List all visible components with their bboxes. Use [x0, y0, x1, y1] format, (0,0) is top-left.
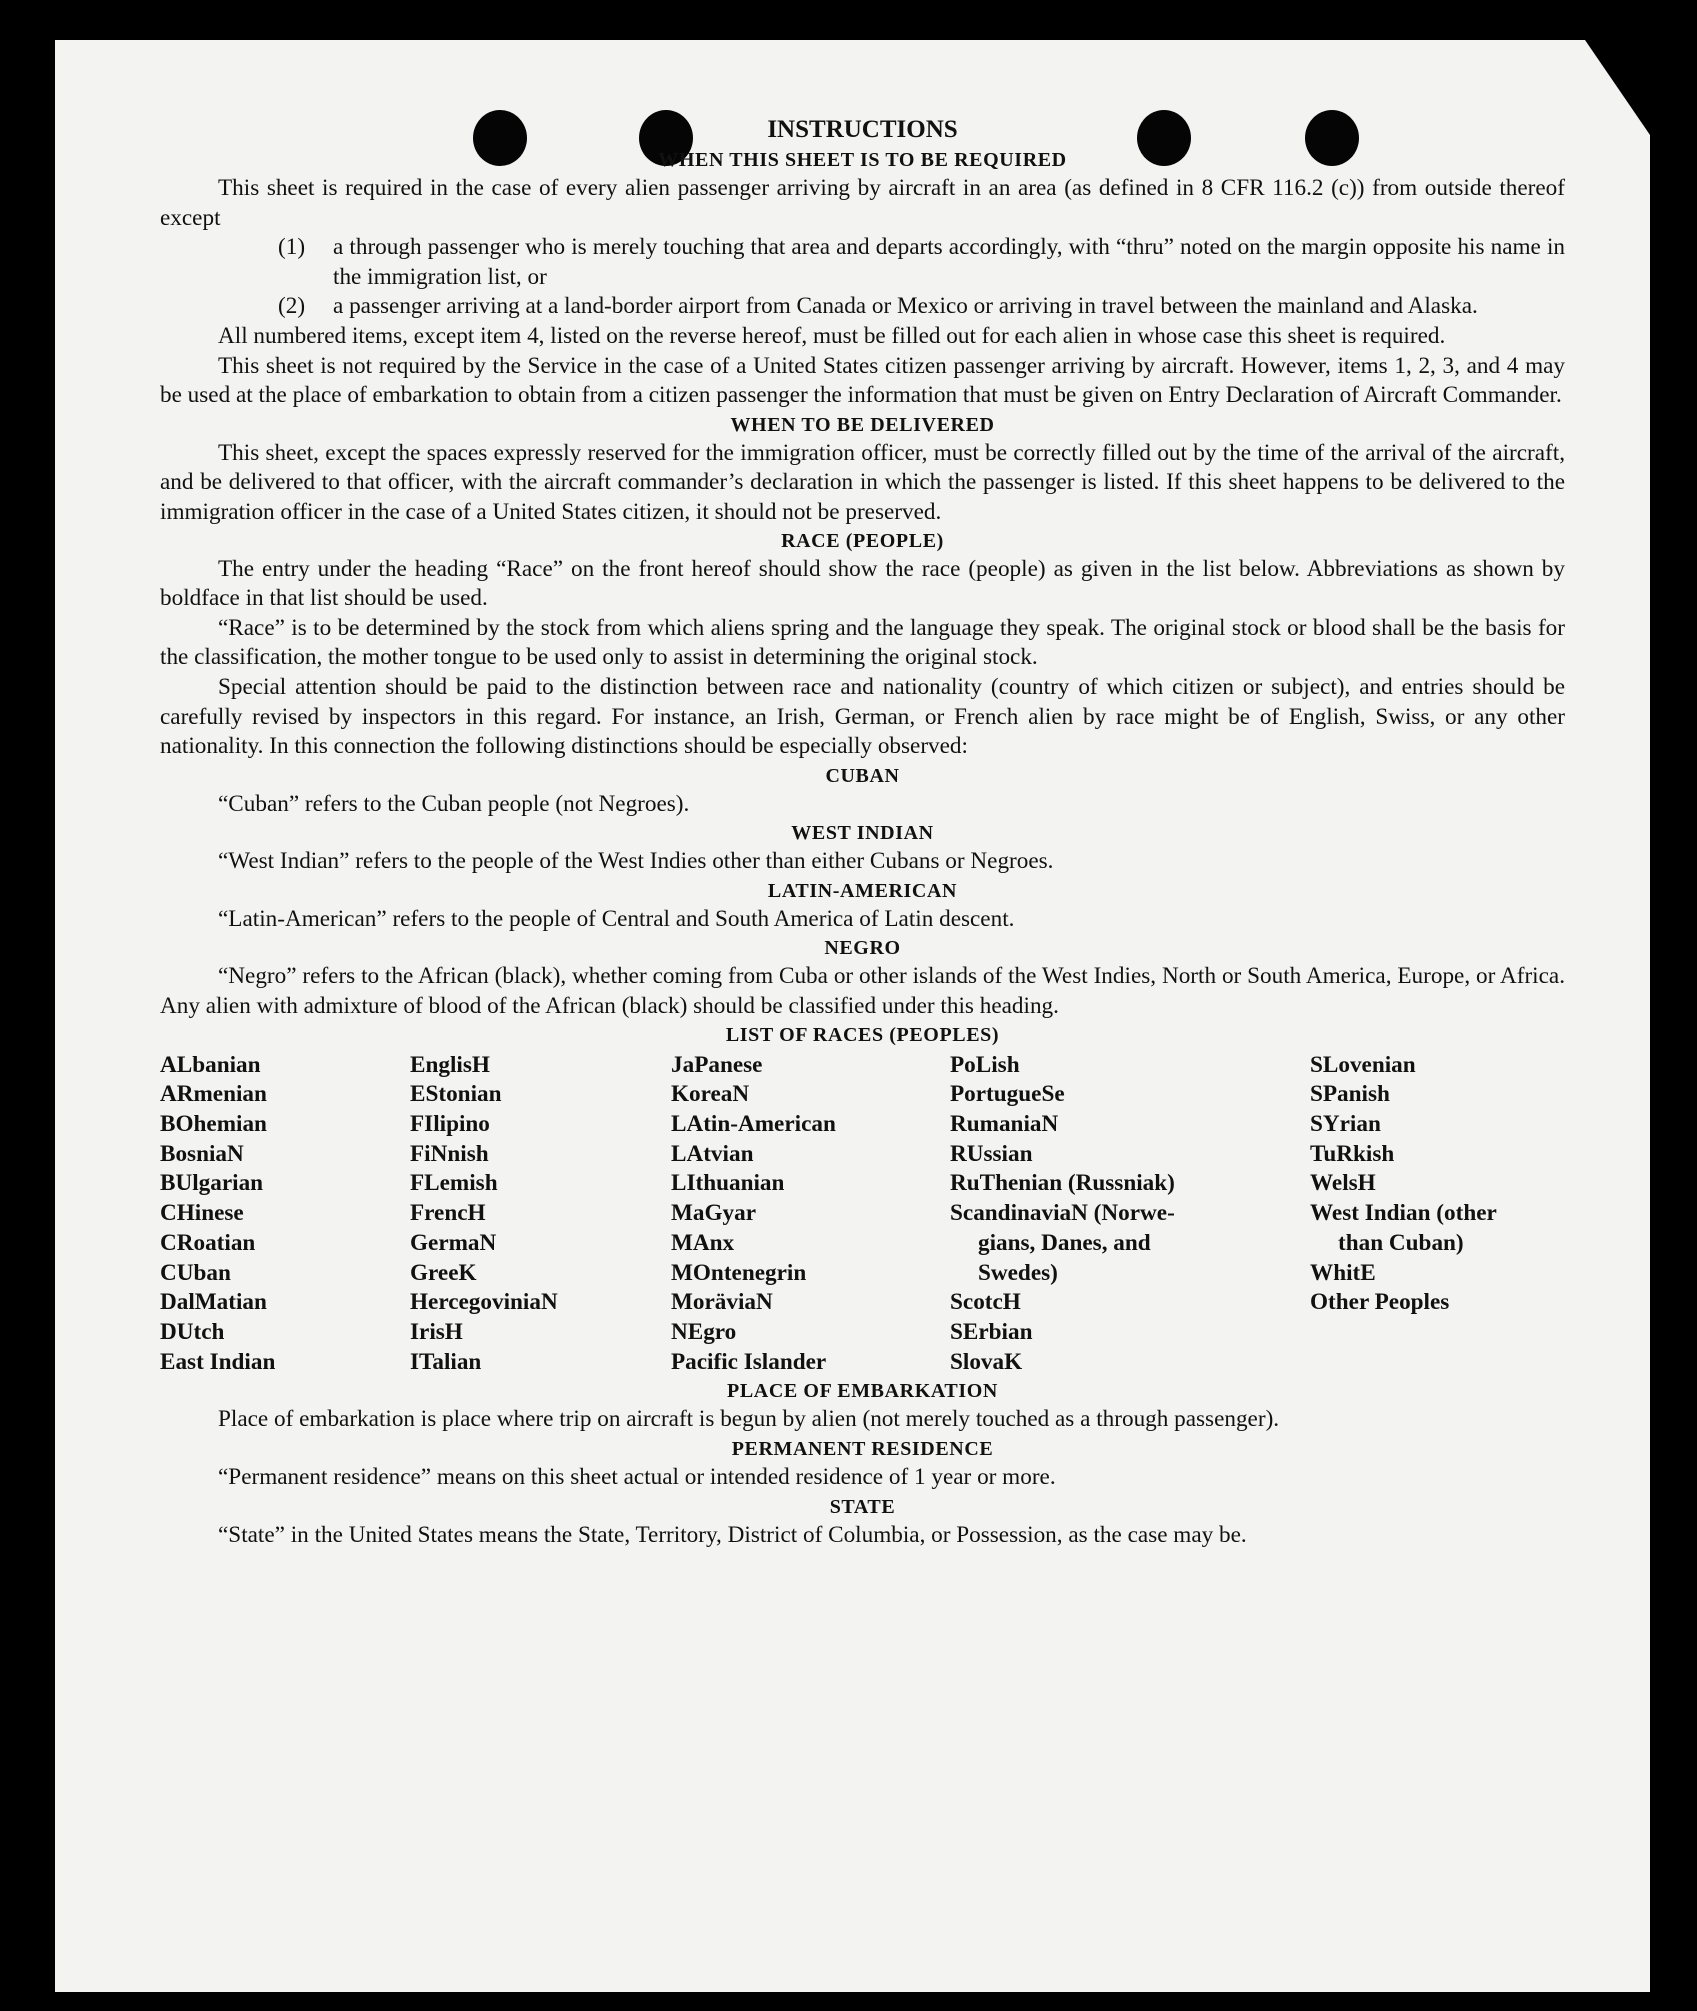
- race-entry: EnglisH: [410, 1051, 490, 1078]
- race-entry: RUssian: [950, 1140, 1033, 1167]
- race-entry: GreeK: [410, 1259, 477, 1286]
- races-column: [410, 1051, 671, 1378]
- item-number: (1): [278, 234, 306, 261]
- races-column: [1310, 1051, 1565, 1378]
- race-entry: FiNnish: [410, 1140, 489, 1167]
- section-heading-races-list: LIST OF RACES (PEOPLES): [725, 1023, 1000, 1046]
- race-entry: MAnx: [671, 1229, 735, 1256]
- race-entry: East Indian: [160, 1348, 276, 1375]
- race-entry: LIthuanian: [671, 1170, 785, 1197]
- section-heading-race: RACE (PEOPLE): [781, 529, 944, 552]
- race-entry: EStonian: [410, 1081, 502, 1108]
- race-entry: BUlgarian: [160, 1170, 264, 1197]
- section-heading-embarkation: PLACE OF EMBARKATION: [727, 1380, 998, 1403]
- paragraph: The entry under the heading “Race” on the front hereof should show the race (people) as given in the list below. Abbreviations as shown by boldface in that list should be used.: [160, 555, 1565, 612]
- races-column: [671, 1051, 950, 1378]
- race-entry: CHinese: [160, 1200, 244, 1227]
- paragraph: Special attention should be paid to the distinction between race and nationality (country of which citizen or subject), and entries should be carefully revised by inspectors in this regard. For instance, an Irish, German, or French alien by race might be of English, Swiss, or any other nationality. In this connection the following distinctions should be especially observed:: [160, 673, 1565, 760]
- item-text: a through passenger who is merely touching that area and departs accordingly, with “thru” noted on the margin opposite his name in the immigration list, or: [333, 234, 1565, 290]
- race-entry: Other Peoples: [1310, 1289, 1450, 1316]
- page-title: INSTRUCTIONS: [767, 116, 958, 143]
- item-number: (2): [278, 293, 306, 320]
- paragraph: “West Indian” refers to the people of the West Indies other than either Cubans or Negroes.: [218, 848, 1054, 875]
- race-entry: JaPanese: [671, 1051, 763, 1078]
- race-entry: SPanish: [1310, 1081, 1390, 1108]
- section-heading-delivered: WHEN TO BE DELIVERED: [730, 413, 995, 436]
- section-heading-residence: PERMANENT RESIDENCE: [731, 1437, 994, 1460]
- race-entry: CRoatian: [160, 1229, 256, 1256]
- list-item: [160, 233, 1565, 292]
- paragraph: “Negro” refers to the African (black), whether coming from Cuba or other islands of the West Indies, North or South America, Europe, or Africa. Any alien with admixture of blood of the African (black) should be classified under this heading.: [160, 963, 1565, 1020]
- race-entry: HercegoviniaN: [410, 1289, 558, 1316]
- race-entry: MoräviaN: [671, 1289, 773, 1316]
- section-heading-cuban: CUBAN: [825, 764, 900, 787]
- section-heading-negro: NEGRO: [824, 937, 901, 960]
- race-entry: SlovaK: [950, 1348, 1023, 1375]
- instructions-text: [160, 113, 1565, 1550]
- section-heading-required: WHEN THIS SHEET IS TO BE REQUIRED: [658, 149, 1067, 171]
- paragraph: “Race” is to be determined by the stock from which aliens spring and the language they speak. The original stock or blood shall be the basis for the classification, the mother tongue to be used only to assist in determining the original stock.: [160, 614, 1565, 671]
- paragraph: “State” in the United States means the State, Territory, District of Columbia, or Possession, as the case may be.: [218, 1521, 1247, 1548]
- race-entry: West Indian (other: [1310, 1200, 1497, 1227]
- race-entry: BOhemian: [160, 1111, 267, 1138]
- race-entry: WhitE: [1310, 1259, 1376, 1286]
- race-entry: NEgro: [671, 1318, 737, 1345]
- race-entry: SErbian: [950, 1318, 1033, 1345]
- races-column: [950, 1051, 1310, 1378]
- race-entry-continued: than Cuban): [1338, 1229, 1464, 1256]
- paragraph: “Cuban” refers to the Cuban people (not Negroes).: [218, 790, 690, 817]
- race-entry: DalMatian: [160, 1289, 267, 1316]
- section-heading-west-indian: WEST INDIAN: [791, 822, 934, 845]
- race-entry: ALbanian: [160, 1051, 261, 1078]
- paragraph: “Latin-American” refers to the people of Central and South America of Latin descent.: [218, 905, 1015, 932]
- list-item: [160, 292, 1565, 322]
- race-entry: ScotcH: [950, 1289, 1021, 1316]
- paragraph: This sheet, except the spaces expressly reserved for the immigration officer, must be correctly filled out by the time of the arrival of the aircraft, and be delivered to that officer, with the aircraft commander’s declaration in which the passenger is listed. If this sheet happens to be delivered to the immigration officer in the case of a United States citizen, it should not be preserved.: [160, 439, 1565, 525]
- race-entry: DUtch: [160, 1318, 225, 1345]
- race-entry: GermaN: [410, 1229, 497, 1256]
- race-entry: FrencH: [410, 1200, 486, 1227]
- race-entry: MOntenegrin: [671, 1259, 807, 1286]
- race-entry: KoreaN: [671, 1081, 750, 1108]
- race-entry: WelsH: [1310, 1170, 1376, 1197]
- race-entry: TuRkish: [1310, 1140, 1395, 1167]
- race-entry: ARmenian: [160, 1081, 267, 1108]
- race-entry: SLovenian: [1310, 1051, 1416, 1078]
- race-entry: IrisH: [410, 1318, 463, 1345]
- race-entry-continued: Swedes): [978, 1259, 1058, 1286]
- race-entry: PoLish: [950, 1051, 1020, 1078]
- race-entry: ITalian: [410, 1348, 482, 1375]
- section-heading-latin-american: LATIN-AMERICAN: [767, 879, 958, 902]
- race-entry: CUban: [160, 1259, 231, 1286]
- item-text: a passenger arriving at a land-border airport from Canada or Mexico or arriving in travel between the mainland and Alaska.: [333, 293, 1478, 320]
- paragraph: This sheet is required in the case of every alien passenger arriving by aircraft in an area (as defined in 8 CFR 116.2 (c)) from outside thereof except: [160, 175, 1565, 231]
- race-entry: LAtvian: [671, 1140, 754, 1167]
- race-entry: ScandinaviaN (Norwe-: [950, 1200, 1175, 1227]
- race-entry: RumaniaN: [950, 1111, 1059, 1138]
- race-entry: RuThenian (Russniak): [950, 1170, 1175, 1197]
- race-entry: FLemish: [410, 1170, 498, 1197]
- race-entry: SYrian: [1310, 1111, 1381, 1138]
- paragraph: This sheet is not required by the Service in the case of a United States citizen passenger arriving by aircraft. However, items 1, 2, 3, and 4 may be used at the place of embarkation to obtain from a citizen passenger the information that must be given on Entry Declaration of Aircraft Commander.: [160, 352, 1565, 409]
- section-heading-state: STATE: [829, 1495, 896, 1518]
- races-column: [160, 1051, 410, 1378]
- race-entry: LAtin-American: [671, 1111, 836, 1138]
- race-entry: FIlipino: [410, 1111, 490, 1138]
- race-entry: Pacific Islander: [671, 1348, 827, 1375]
- paragraph: All numbered items, except item 4, listed on the reverse hereof, must be filled out for each alien in whose case this sheet is required.: [218, 322, 1446, 349]
- paragraph: Place of embarkation is place where trip on aircraft is begun by alien (not merely touched as a through passenger).: [218, 1406, 1280, 1433]
- paragraph: “Permanent residence” means on this sheet actual or intended residence of 1 year or more.: [218, 1463, 1056, 1490]
- race-entry-continued: gians, Danes, and: [978, 1229, 1151, 1256]
- race-entry: PortugueSe: [950, 1081, 1065, 1108]
- race-entry: MaGyar: [671, 1200, 756, 1227]
- race-entry: BosniaN: [160, 1140, 244, 1167]
- races-list: [160, 1051, 1565, 1378]
